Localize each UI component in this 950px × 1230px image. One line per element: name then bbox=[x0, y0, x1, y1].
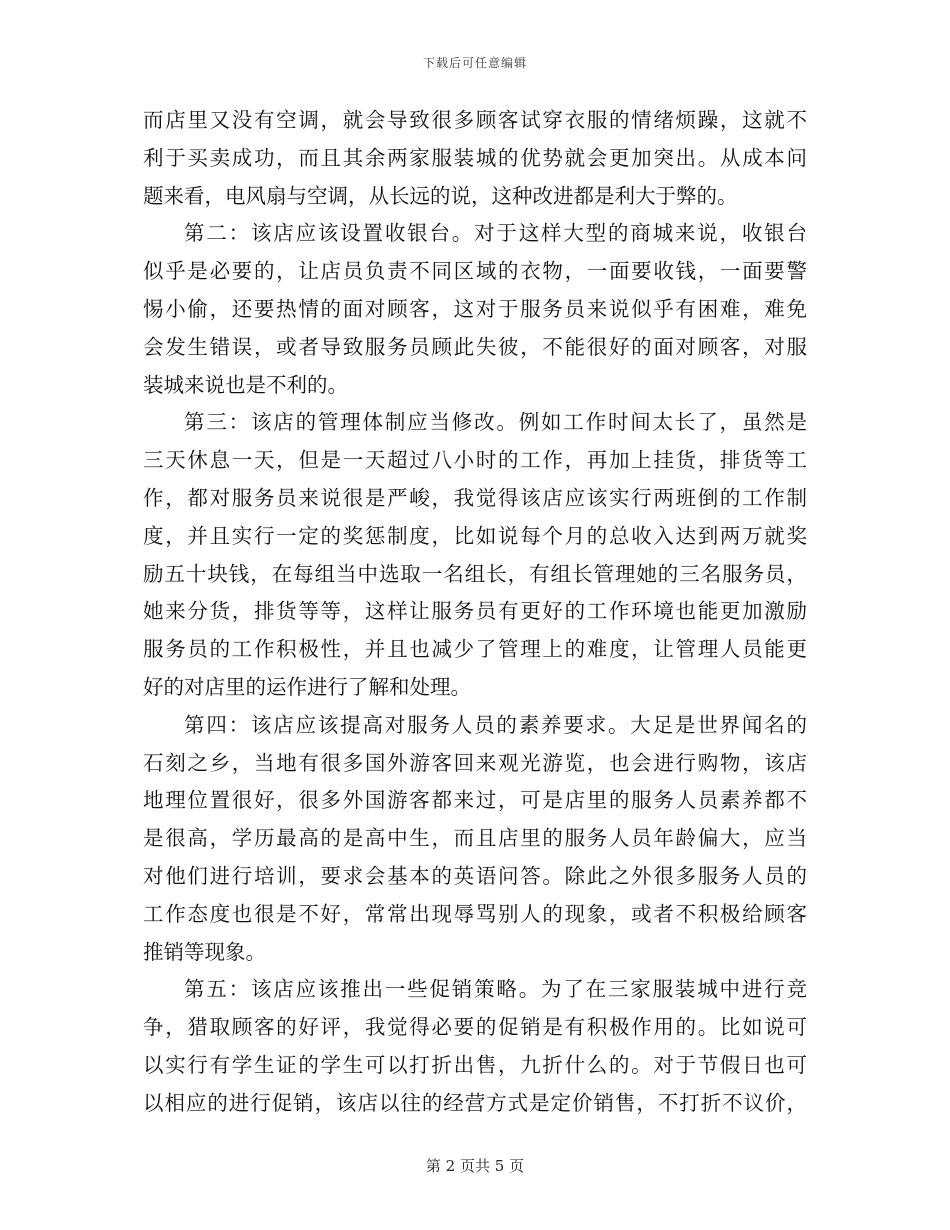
paragraph-continued bbox=[143, 102, 807, 215]
text-line: 会发生错误，或者导致服务员顾此失彼，不能很好的面对顾客，对服 bbox=[143, 334, 807, 359]
text-line: 推销等现象。 bbox=[143, 939, 266, 964]
text-line: 三天休息一天，但是一天超过八小时的工作，再加上挂货，排货等工 bbox=[143, 448, 807, 473]
text-line: 以相应的进行促销，该店以往的经营方式是定价销售，不打折不议价， bbox=[143, 1090, 807, 1115]
text-line: 惕小偷，还要热情的面对顾客，这对于服务员来说似乎有困难，难免 bbox=[143, 296, 807, 321]
text-line: 争，猎取顾客的好评，我觉得必要的促销是有积极作用的。比如说可 bbox=[143, 1015, 807, 1040]
text-line: 作，都对服务员来说很是严峻，我觉得该店应该实行两班倒的工作制 bbox=[143, 485, 807, 510]
text-line: 工作态度也很是不好，常常出现辱骂别人的现象，或者不积极给顾客 bbox=[143, 901, 807, 926]
paragraph-point-three bbox=[143, 404, 807, 706]
text-line: 石刻之乡，当地有很多国外游客回来观光游览，也会进行购物，该店 bbox=[143, 750, 807, 775]
text-line: 好的对店里的运作进行了解和处理。 bbox=[143, 674, 471, 699]
text-line: 励五十块钱，在每组当中选取一名组长，有组长管理她的三名服务员， bbox=[143, 561, 807, 586]
text-line: 对他们进行培训，要求会基本的英语问答。除此之外很多服务人员的 bbox=[143, 863, 807, 888]
text-line: 度，并且实行一定的奖惩制度，比如说每个月的总收入达到两万就奖 bbox=[143, 523, 807, 548]
page-header-note: 下载后可任意编辑 bbox=[422, 56, 527, 70]
page-number: 第 2 页共 5 页 bbox=[425, 1157, 525, 1175]
paragraph-point-two bbox=[143, 215, 807, 404]
text-line: 服务员的工作积极性，并且也减少了管理上的难度，让管理人员能更 bbox=[143, 637, 807, 662]
text-line: 地理位置很好，很多外国游客都来过，可是店里的服务人员素养都不 bbox=[143, 788, 807, 813]
text-line: 第四：该店应该提高对服务人员的素养要求。大足是世界闻名的 bbox=[184, 712, 807, 737]
text-line: 第五：该店应该推出一些促销策略。为了在三家服装城中进行竞 bbox=[184, 977, 807, 1002]
text-line: 以实行有学生证的学生可以打折出售，九折什么的。对于节假日也可 bbox=[143, 1052, 807, 1077]
paragraph-point-four bbox=[143, 707, 807, 972]
text-line: 第二：该店应该设置收银台。对于这样大型的商城来说，收银台 bbox=[184, 221, 807, 246]
text-line: 而店里又没有空调，就会导致很多顾客试穿衣服的情绪烦躁，这就不 bbox=[143, 108, 807, 132]
text-line: 似乎是必要的，让店员负责不同区域的衣物，一面要收钱，一面要警 bbox=[143, 259, 807, 284]
text-line: 第三：该店的管理体制应当修改。例如工作时间太长了，虽然是 bbox=[184, 410, 807, 435]
text-line: 题来看，电风扇与空调，从长远的说，这种改进都是利大于弊的。 bbox=[143, 183, 738, 208]
text-line: 装城来说也是不利的。 bbox=[143, 372, 348, 397]
text-line: 利于买卖成功，而且其余两家服装城的优势就会更加突出。从成本问 bbox=[143, 145, 807, 170]
document-body bbox=[143, 102, 807, 1123]
text-line: 是很高，学历最高的是高中生，而且店里的服务人员年龄偏大，应当 bbox=[143, 826, 807, 851]
paragraph-point-five bbox=[143, 971, 807, 1122]
text-line: 她来分货，排货等等，这样让服务员有更好的工作环境也能更加激励 bbox=[143, 599, 807, 624]
